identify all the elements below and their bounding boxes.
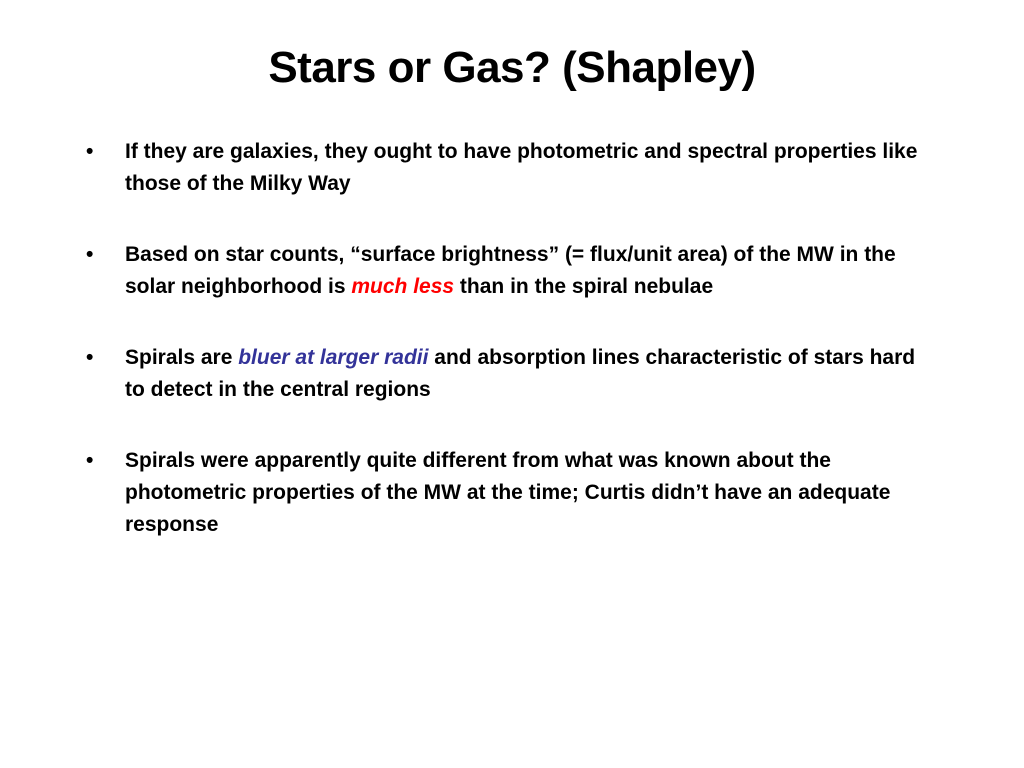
bullet-text (125, 239, 930, 303)
bullet-item (0, 239, 1024, 303)
slide-title: Stars or Gas? (Shapley) (268, 43, 756, 92)
bullet-text-before: Based on star counts, “surface brightness” (= flux/unit area) of the MW in the solar neighborhood is (125, 243, 896, 298)
bullet-text-after: and absorption lines characteristic of stars hard to detect in the central regions (125, 346, 916, 401)
bullet-marker: • (86, 243, 94, 266)
emphasis-much-less: much less (351, 275, 455, 298)
bullet-text (125, 342, 930, 406)
bullet-marker: • (86, 140, 94, 163)
bullet-list (0, 136, 1024, 580)
bullet-item (0, 342, 1024, 406)
emphasis-bluer-at-larger-radii: bluer at larger radii (238, 346, 429, 369)
bullet-text-after: than in the spiral nebulae (454, 275, 714, 298)
bullet-text-before: Spirals are (125, 346, 239, 369)
bullet-marker: • (86, 449, 94, 472)
bullet-item (0, 445, 1024, 541)
bullet-text: Spirals were apparently quite different from what was known about the photometric properties of the MW at the time; Curtis didn’t have an adequate response (125, 449, 891, 536)
bullet-item (0, 136, 1024, 200)
bullet-text: If they are galaxies, they ought to have photometric and spectral properties like those of the Milky Way (125, 140, 918, 195)
bullet-marker: • (86, 346, 94, 369)
